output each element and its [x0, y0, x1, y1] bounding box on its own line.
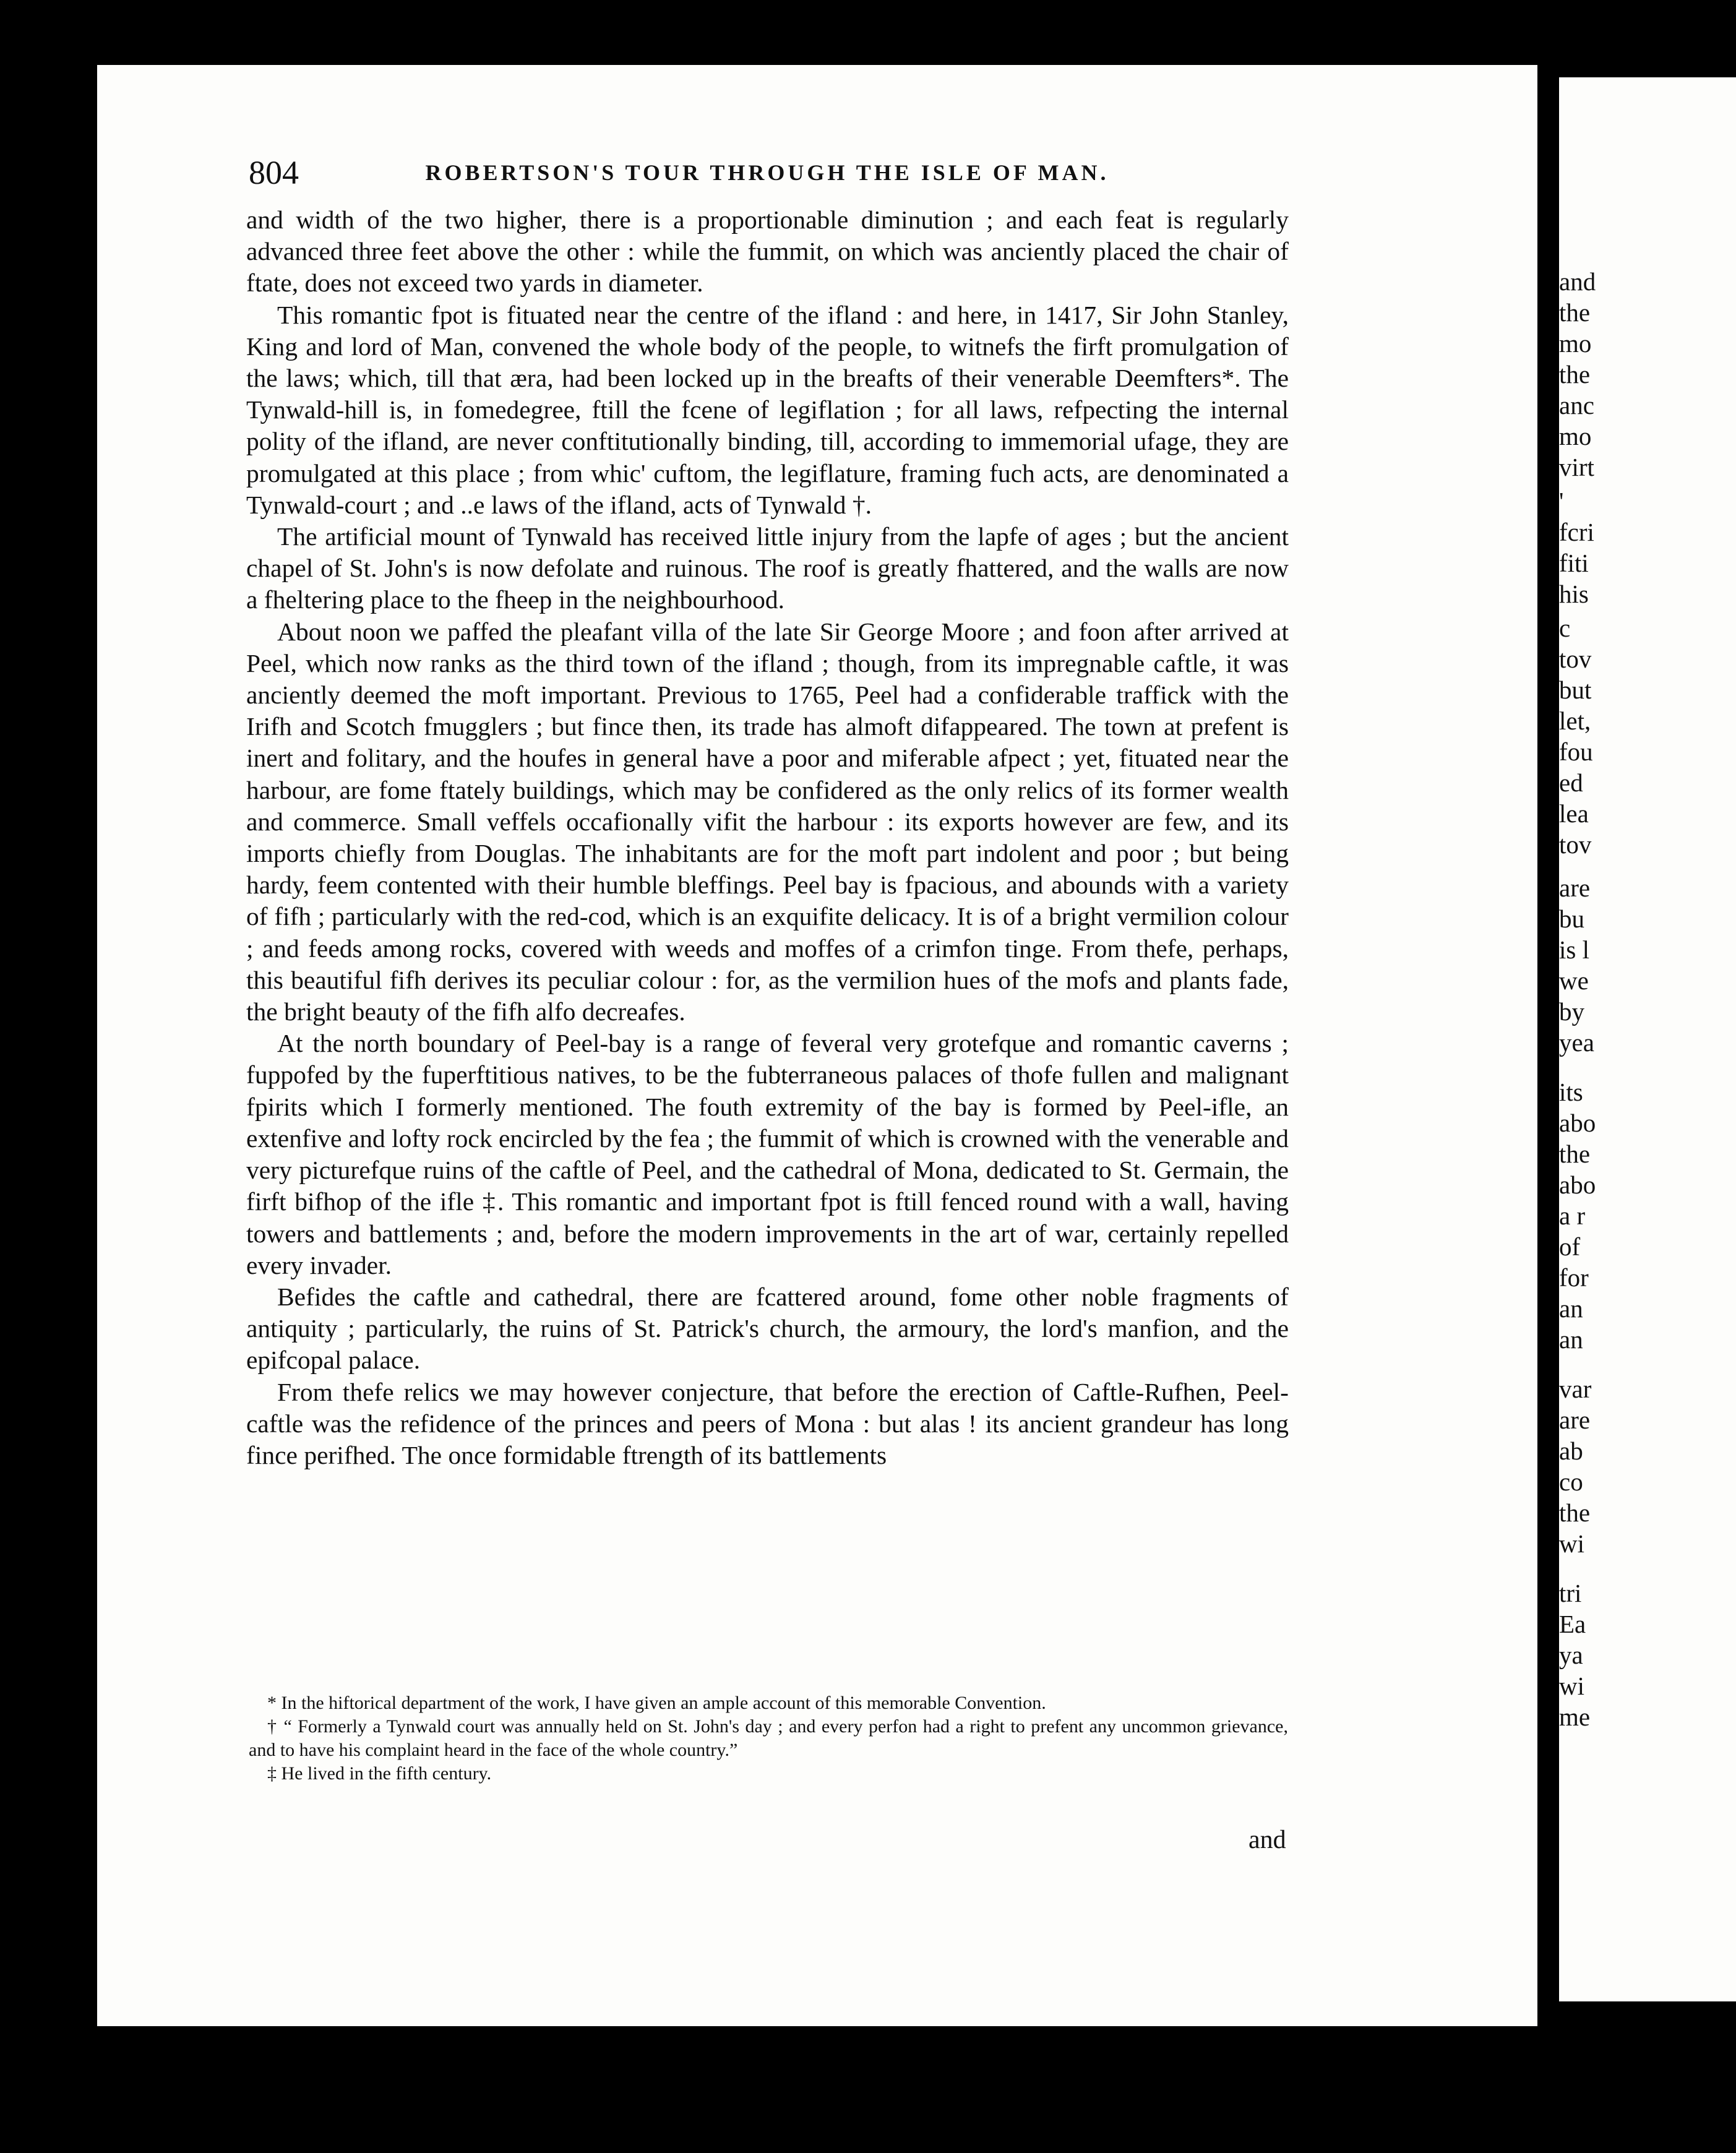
paragraph: About noon we paffed the pleafant villa of the late Sir George Moore ; and foon after arrived at Peel, which now ranks as the third town of the ifland ; though, from its impregnable caftle, it was anciently deemed the moft important. Previous to 1765, Peel had a confiderable traffick with the Irifh and Scotch fmugglers ; but fince then, its trade has almoft difappeared. The town at prefent is inert and folitary, and the houfes in general have a poor and miferable afpect ; yet, fituated near the harbour, are fome ftately buildings, which may be confidered as the only relics of its former wealth and commerce. Small veffels occafionally vifit the harbour : its exports however are few, and its imports chiefly from Douglas. The inhabitants are for the moft part indolent and poor ; but being hardy, feem contented with their humble bleffings. Peel bay is fpacious, and abounds with a variety of fifh ; particularly with the red-cod, which is an exquifite delicacy. It is of a bright vermilion colour ; and feeds among rocks, covered with weeds and moffes of a crimfon tinge. From thefe, perhaps, this beautiful fifh derives its peculiar colour : for, as the vermilion hues of the mofs and plants fade, the bright beauty of the fifh alfo decreafes.	[246, 617, 1289, 1026]
body-text	[246, 204, 1289, 1471]
paragraph: At the north boundary of Peel-bay is a range of feveral very grotefque and romantic caverns ; fuppofed by the fuperftitious natives, to be the fubterraneous palaces of thofe fullen and malignant fpirits which I formerly mentioned. The fouth extremity of the bay is formed by Peel-ifle, an extenfive and lofty rock encircled by the fea ; the fummit of which is crowned with the venerable and very picturefque ruins of the caftle of Peel, and the cathedral of Mona, dedicated to St. Germain, the firft bifhop of the ifle ‡. This romantic and important fpot is ftill fenced round with a wall, having towers and battlements ; and, before the modern improvements in the art of war, certainly repelled every invader.	[246, 1029, 1289, 1279]
facing-line: but	[1559, 676, 1592, 704]
footnotes	[249, 1691, 1288, 1786]
facing-line: mo	[1559, 329, 1592, 358]
facing-line: yea	[1559, 1028, 1594, 1057]
facing-line: of	[1559, 1232, 1581, 1261]
facing-line: '	[1559, 487, 1564, 515]
footnote: * In the hiftorical department of the work, I have given an ample account of this memorable Convention.	[267, 1693, 1046, 1713]
facing-line: var	[1559, 1375, 1592, 1403]
facing-line: his	[1559, 580, 1589, 608]
running-head	[249, 153, 1286, 203]
facing-line: fcri	[1559, 518, 1594, 546]
facing-line: we	[1559, 966, 1589, 995]
facing-line: tri	[1559, 1579, 1582, 1607]
facing-line: lea	[1559, 799, 1589, 828]
facing-line: fou	[1559, 737, 1593, 766]
facing-line: co	[1559, 1468, 1583, 1496]
footnote: ‡ He lived in the fifth century.	[267, 1763, 492, 1784]
facing-line: me	[1559, 1703, 1591, 1731]
page-number: 804	[249, 154, 299, 191]
paragraph: The artificial mount of Tynwald has received little injury from the lapfe of ages ; but the ancient chapel of St. John's is now defolate and ruinous. The roof is greatly fhattered, and the walls are now a fheltering place to the fheep in the neighbourhood.	[246, 522, 1289, 614]
facing-line: the	[1559, 1140, 1591, 1168]
facing-line: virt	[1559, 453, 1594, 481]
facing-line: let,	[1559, 707, 1591, 735]
facing-line: ed	[1559, 768, 1583, 797]
paragraph: Befides the caftle and cathedral, there are fcattered around, fome other noble fragments of antiquity ; particularly, the ruins of St. Patrick's church, the armoury, the lord's manfion, and the epifcopal palace.	[246, 1282, 1289, 1375]
facing-line: by	[1559, 997, 1584, 1026]
facing-line: and	[1559, 267, 1596, 296]
facing-line: the	[1559, 298, 1591, 327]
facing-line: a r	[1559, 1201, 1586, 1230]
running-title: ROBERTSON'S TOUR THROUGH THE ISLE OF MAN.	[425, 160, 1109, 185]
paragraph: and width of the two higher, there is a proportionable diminution ; and each feat is regularly advanced three feet above the other : while the fummit, on which was anciently placed the chair of ftate, does not exceed two yards in diameter.	[246, 205, 1289, 298]
footnote: † “ Formerly a Tynwald court was annually held on St. John's day ; and every perfon had a right to prefent any uncommon grievance, and to have his complaint heard in the face of the whole country.”	[249, 1716, 1288, 1760]
facing-line: for	[1559, 1263, 1589, 1292]
facing-line: anc	[1559, 391, 1594, 419]
facing-line: are	[1559, 874, 1591, 902]
facing-line: the	[1559, 1498, 1591, 1527]
facing-line: fiti	[1559, 549, 1589, 577]
facing-line: abo	[1559, 1171, 1596, 1199]
facing-line: the	[1559, 360, 1591, 389]
paragraph: From thefe relics we may however conjecture, that before the erection of Caftle-Rufhen, Peel-caftle was the refidence of the princes and peers of Mona : but alas ! its ancient grandeur has long fince perifhed. The once formidable ftrength of its battlements	[246, 1377, 1289, 1469]
facing-line: ya	[1559, 1641, 1583, 1669]
facing-page	[1559, 77, 1736, 2001]
facing-line: tov	[1559, 645, 1592, 673]
facing-line: bu	[1559, 905, 1584, 933]
facing-line: ab	[1559, 1437, 1583, 1465]
facing-line: c	[1559, 614, 1571, 642]
facing-line: are	[1559, 1406, 1591, 1434]
facing-line: an	[1559, 1294, 1583, 1323]
facing-line: wi	[1559, 1672, 1584, 1700]
facing-line: abo	[1559, 1109, 1596, 1137]
facing-line: Ea	[1559, 1610, 1586, 1638]
facing-line: tov	[1559, 830, 1592, 859]
catchword: and	[1248, 1826, 1286, 1854]
facing-line: is l	[1559, 935, 1589, 964]
facing-line: its	[1559, 1078, 1583, 1106]
facing-line: wi	[1559, 1529, 1584, 1558]
paragraph: This romantic fpot is fituated near the centre of the ifland : and here, in 1417, Sir John Stanley, King and lord of Man, convened the whole body of the people, to witnefs the firft promulgation of the laws; which, till that æra, had been locked up in the breafts of their venerable Deemfters*. The Tynwald-hill is, in fomedegree, ftill the fcene of legiflation ; for all laws, refpecting the internal polity of the ifland, are never conftitutionally binding, till, according to immemorial ufage, they are promulgated at this place ; from whic' cuftom, the legiflature, framing fuch acts, are denominated a Tynwald-court ; and ..e laws of the ifland, acts of Tynwald †.	[246, 300, 1289, 519]
facing-line: an	[1559, 1325, 1583, 1354]
facing-line: mo	[1559, 422, 1592, 450]
